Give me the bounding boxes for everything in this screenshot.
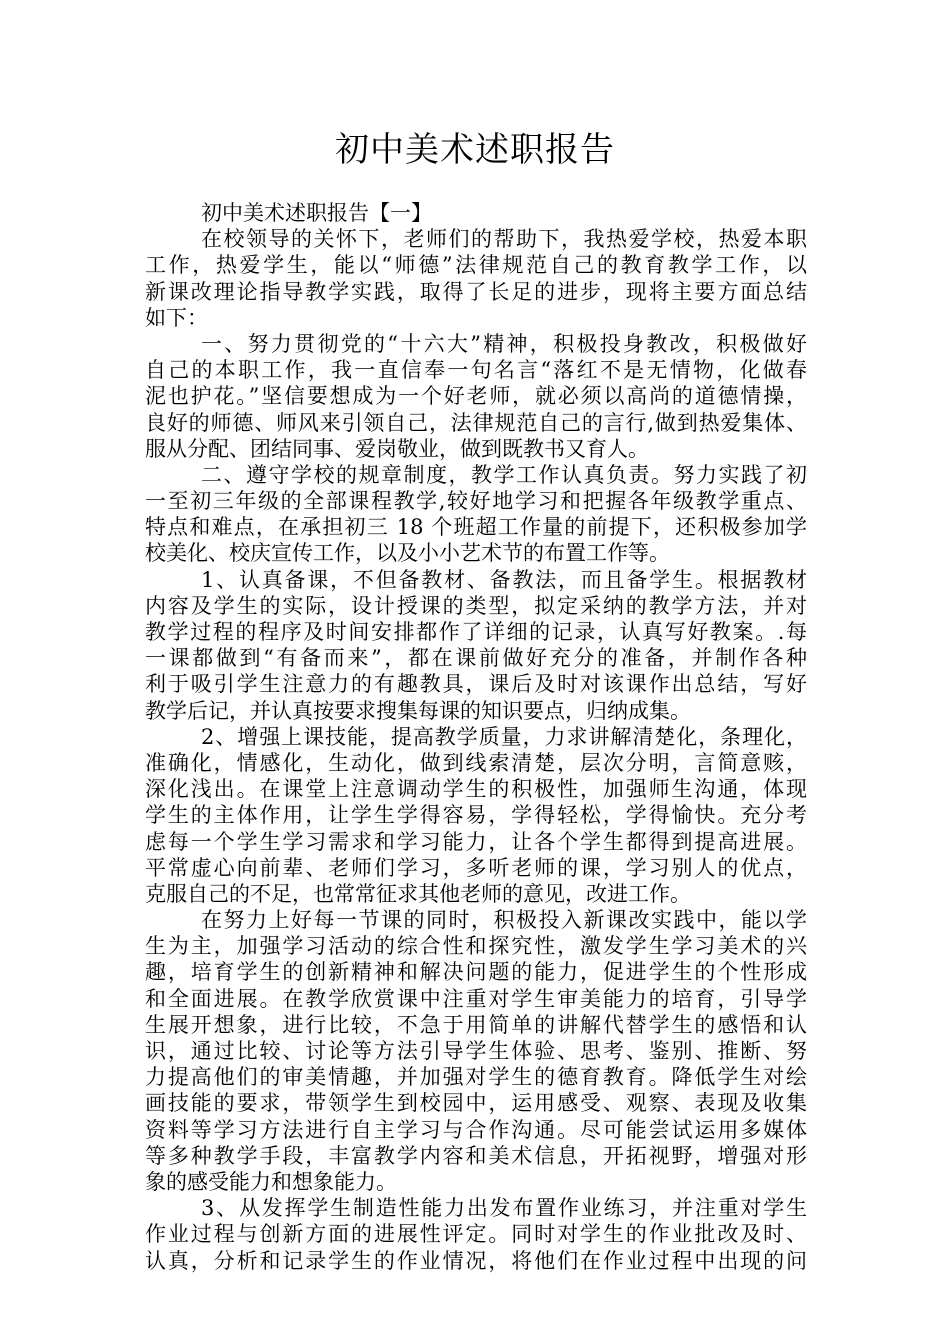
body-line: 校美化、校庆宣传工作，以及小小艺术节的布置工作等。 xyxy=(145,541,670,566)
body-line: 二、遵守学校的规章制度，教学工作认真负责。努力实践了初 xyxy=(201,462,807,487)
body-line: 克服自己的不足，也常常征求其他老师的意见，改进工作。 xyxy=(145,881,691,906)
body-line: 等多种教学手段，丰富教学内容和美术信息，开拓视野，增强对形 xyxy=(145,1143,807,1168)
body-line: 教学后记，并认真按要求搜集每课的知识要点，归纳成集。 xyxy=(145,698,691,723)
body-line: 一、努力贯彻党的“十六大”精神，积极投身教改，积极做好 xyxy=(201,331,807,356)
body-line: 生为主，加强学习活动的综合性和探究性，激发学生学习美术的兴 xyxy=(145,934,807,959)
body-line: 和全面进展。在教学欣赏课中注重对学生审美能力的培育，引导学 xyxy=(145,986,807,1011)
body-line: 虑每一个学生学习需求和学习能力，让各个学生都得到提高进展。 xyxy=(145,829,807,854)
body-line: 认真，分析和记录学生的作业情况，将他们在作业过程中出现的问 xyxy=(145,1248,807,1273)
body-line: 平常虚心向前辈、老师们学习，多听老师的课，学习别人的优点， xyxy=(145,855,807,880)
body-line: 内容及学生的实际，设计授课的类型，拟定采纳的教学方法，并对 xyxy=(145,593,807,618)
body-line: 新课改理论指导教学实践，取得了长足的进步，现将主要方面总结 xyxy=(145,279,807,304)
body-line: 工作，热爱学生，能以“师德”法律规范自己的教育教学工作，以 xyxy=(145,253,807,278)
body-line: 泥也护花。”坚信要想成为一个好老师，就必须以高尚的道德情操， xyxy=(145,384,807,409)
body-line: 在努力上好每一节课的同时，积极投入新课改实践中，能以学 xyxy=(201,908,807,933)
document-body xyxy=(145,200,807,1274)
body-line: 力提高他们的审美情趣，并加强对学生的德育教育。降低学生对绘 xyxy=(145,1065,807,1090)
body-line: 利于吸引学生注意力的有趣教具，课后及时对该课作出总结，写好 xyxy=(145,672,807,697)
body-line: 3、从发挥学生制造性能力出发布置作业练习，并注重对学生 xyxy=(201,1196,807,1221)
body-line: 1、认真备课，不但备教材、备教法，而且备学生。根据教材 xyxy=(201,567,807,592)
body-line: 作业过程与创新方面的进展性评定。同时对学生的作业批改及时、 xyxy=(145,1222,807,1247)
body-line: 深化浅出。在课堂上注意调动学生的积极性，加强师生沟通，体现 xyxy=(145,777,807,802)
body-line: 一课都做到“有备而来”，都在课前做好充分的准备，并制作各种 xyxy=(145,646,807,671)
body-line: 初中美术述职报告【一】 xyxy=(201,201,432,225)
body-line: 一至初三年级的全部课程教学,较好地学习和把握各年级教学重点、 xyxy=(145,489,807,514)
body-line: 准确化，情感化，生动化，做到线索清楚，层次分明，言简意赅， xyxy=(145,750,807,775)
body-line: 资料等学习方法进行自主学习与合作沟通。尽可能尝试运用多媒体 xyxy=(145,1117,807,1142)
body-line: 如下： xyxy=(145,305,208,330)
body-line: 良好的师德、师风来引领自己，法律规范自己的言行,做到热爱集体、 xyxy=(145,410,807,435)
body-line: 自己的本职工作，我一直信奉一句名言“落红不是无情物，化做春 xyxy=(145,358,807,383)
body-line: 学生的主体作用，让学生学得容易，学得轻松，学得愉快。充分考 xyxy=(145,803,807,828)
body-line: 特点和难点，在承担初三 18 个班超工作量的前提下，还积极参加学 xyxy=(145,515,807,540)
body-line: 服从分配、团结同事、爱岗敬业，做到既教书又育人。 xyxy=(145,436,649,461)
body-line: 画技能的要求，带领学生到校园中，运用感受、观察、表现及收集 xyxy=(145,1091,807,1116)
body-line: 教学过程的程序及时间安排都作了详细的记录，认真写好教案。.每 xyxy=(145,620,807,644)
document-title: 初中美术述职报告 xyxy=(335,130,615,170)
body-line: 象的感受能力和想象能力。 xyxy=(145,1169,397,1194)
body-line: 识，通过比较、讨论等方法引导学生体验、思考、鉴别、推断、努 xyxy=(145,1039,807,1063)
body-line: 趣，培育学生的创新精神和解决问题的能力，促进学生的个性形成 xyxy=(145,960,807,985)
body-line: 在校领导的关怀下，老师们的帮助下，我热爱学校，热爱本职 xyxy=(201,227,807,252)
body-line: 2、增强上课技能，提高教学质量，力求讲解清楚化，条理化， xyxy=(201,724,807,749)
body-line: 生展开想象，进行比较，不急于用简单的讲解代替学生的感悟和认 xyxy=(145,1012,807,1037)
